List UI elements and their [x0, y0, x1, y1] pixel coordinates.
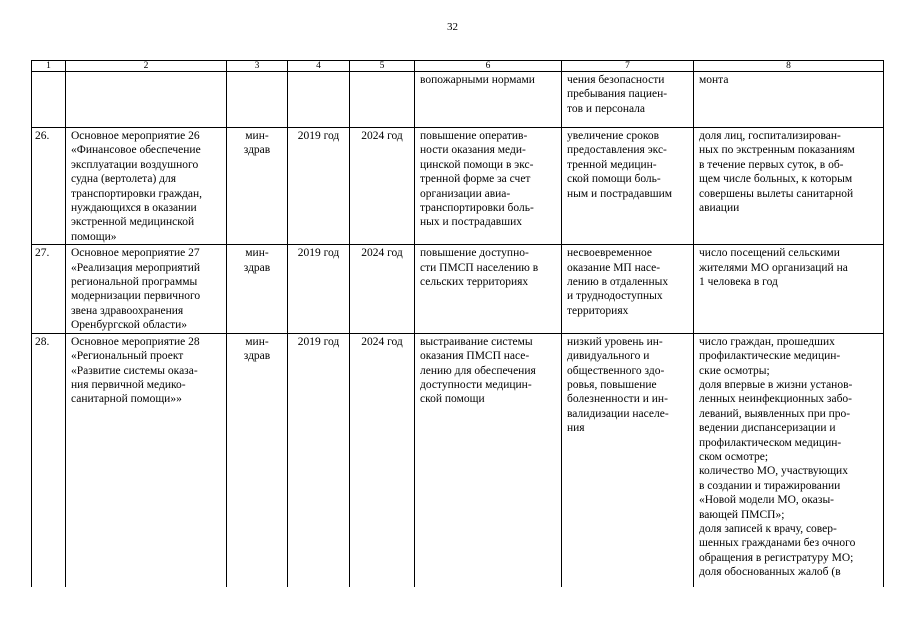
- table-row: [32, 128, 884, 245]
- cont-col-5: [350, 72, 415, 128]
- header-col-7: 7: [562, 61, 694, 72]
- cont-col-3: [227, 72, 288, 128]
- row-number: 28.: [32, 333, 66, 587]
- related-indicators: число граждан, прошедших профилактические медицин- ские осмотры; доля впервые в жизни установ- ленных неинфекционных забо- леваний, выявленных при про- ведении диспансеризации и профилактическом медицин- ском осмотре; количество МО, участвующих в создании и тиражировании «Новой модели МО, оказы- вающей ПМСП»; доля записей к врачу, совер- шенных гражданами без очного обращения в регистратуру МО; доля обоснованных жалоб (в: [694, 333, 884, 587]
- row-number: 26.: [32, 128, 66, 245]
- table-row: [32, 245, 884, 333]
- expected-result: повышение доступно- сти ПМСП населению в сельских территориях: [415, 245, 562, 333]
- header-col-6: 6: [415, 61, 562, 72]
- header-col-5: 5: [350, 61, 415, 72]
- cont-consequence: чения безопасности пребывания пациен- тов и персонала: [562, 72, 694, 128]
- continuation-row: [32, 72, 884, 128]
- start-year: 2019 год: [288, 245, 350, 333]
- executor: мин- здрав: [227, 333, 288, 587]
- header-col-3: 3: [227, 61, 288, 72]
- start-year: 2019 год: [288, 128, 350, 245]
- end-year: 2024 год: [350, 128, 415, 245]
- column-number-header-row: [32, 61, 884, 72]
- non-implementation-consequence: низкий уровень ин- дивидуального и общественного здо- ровья, повышение болезненности и ин- валидизации населе- ния: [562, 333, 694, 587]
- related-indicators: доля лиц, госпитализирован- ных по экстренным показаниям в течение первых суток, в об- щем числе больных, к которым совершены вылеты санитарной авиации: [694, 128, 884, 245]
- table-row: [32, 333, 884, 587]
- non-implementation-consequence: несвоевременное оказание МП насе- лению в отдаленных и труднодоступных территориях: [562, 245, 694, 333]
- measures-table: [31, 60, 884, 587]
- related-indicators: число посещений сельскими жителями МО организаций на 1 человека в год: [694, 245, 884, 333]
- header-col-4: 4: [288, 61, 350, 72]
- non-implementation-consequence: увеличение сроков предоставления экс- тренной медицин- ской помощи боль- ным и пострадавшим: [562, 128, 694, 245]
- expected-result: выстраивание системы оказания ПМСП насе- лению для обеспечения доступности медицин- ской помощи: [415, 333, 562, 587]
- page-number: 32: [447, 21, 458, 33]
- executor: мин- здрав: [227, 128, 288, 245]
- cont-col-4: [288, 72, 350, 128]
- cont-result: вопожарными нормами: [415, 72, 562, 128]
- header-col-1: 1: [32, 61, 66, 72]
- executor: мин- здрав: [227, 245, 288, 333]
- measure-name: Основное мероприятие 26 «Финансовое обеспечение эксплуатации воздушного судна (вертолета) для транспортировки граждан, нуждающихся в оказании экстренной медицинской помощи»: [66, 128, 227, 245]
- row-number: 27.: [32, 245, 66, 333]
- cont-col-2: [66, 72, 227, 128]
- end-year: 2024 год: [350, 333, 415, 587]
- measure-name: Основное мероприятие 28 «Региональный проект «Развитие системы оказа- ния первичной медико- санитарной помощи»»: [66, 333, 227, 587]
- cont-col-1: [32, 72, 66, 128]
- cont-indicators: монта: [694, 72, 884, 128]
- end-year: 2024 год: [350, 245, 415, 333]
- header-col-8: 8: [694, 61, 884, 72]
- measure-name: Основное мероприятие 27 «Реализация мероприятий региональной программы модернизации первичного звена здравоохранения Оренбургской области»: [66, 245, 227, 333]
- expected-result: повышение оператив- ности оказания меди- цинской помощи в экс- тренной форме за счет организации авиа- транспортировки боль- ных и пострадавших: [415, 128, 562, 245]
- start-year: 2019 год: [288, 333, 350, 587]
- header-col-2: 2: [66, 61, 227, 72]
